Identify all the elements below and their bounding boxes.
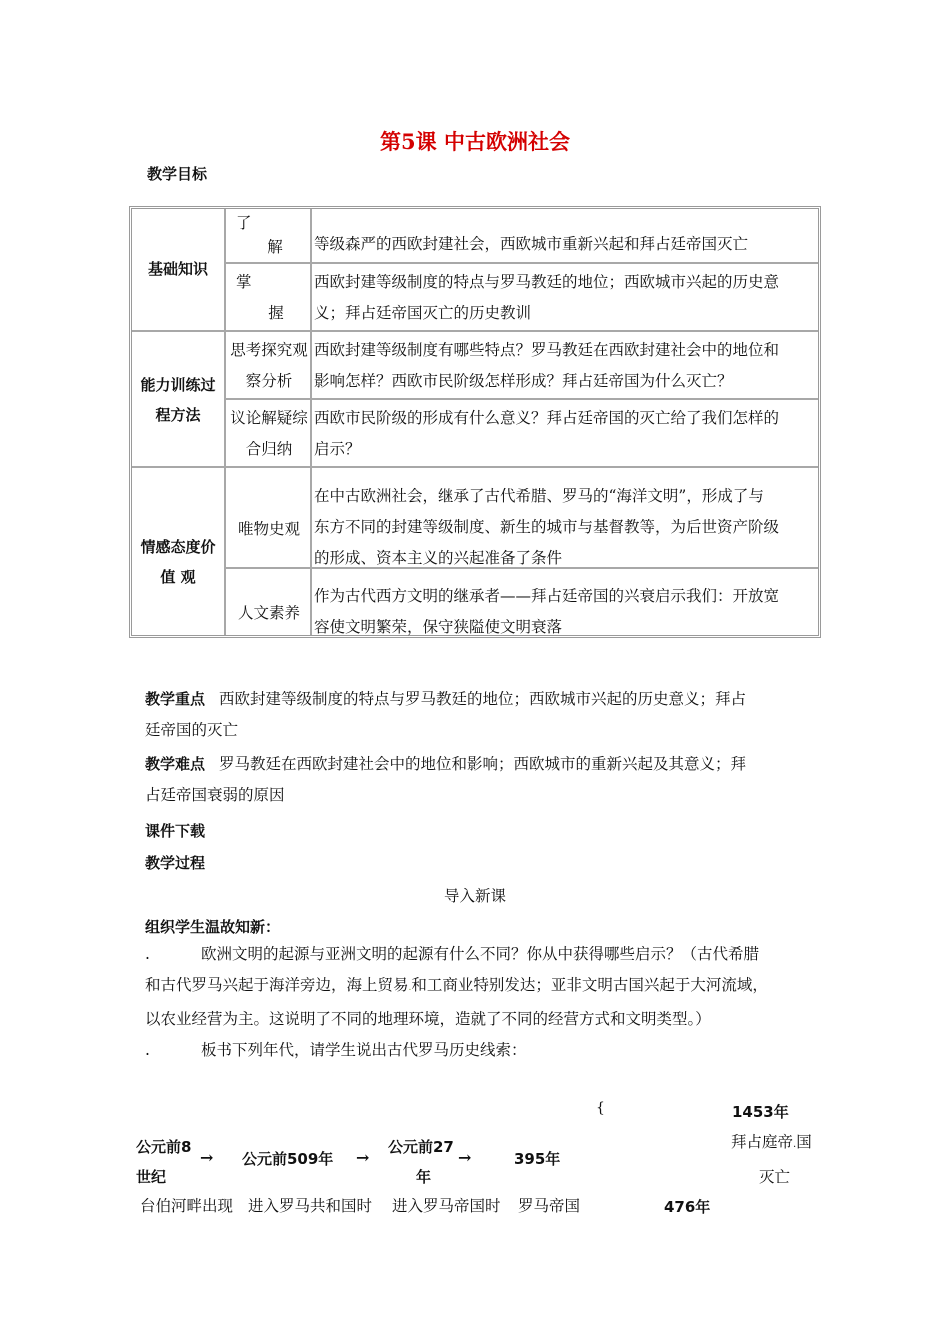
year-509-bc: 公元前509年 xyxy=(242,1150,334,1168)
arrow-icon: → xyxy=(356,1148,370,1167)
content-materialism: 在中古欧洲社会，继承了古代希腊、罗马的“海洋文明”，形成了与 东方不同的封建等级制度、新生的城市与基督教等，为后世资产阶级 的形成、资本主义的兴起准备了条件 xyxy=(314,487,780,567)
page-title: 第5课 中古欧洲社会 xyxy=(380,129,570,154)
timeline-brace: { xyxy=(596,1100,605,1116)
label-materialism: 唯物史观 xyxy=(237,520,300,538)
byzantine-fall: 拜占庭帝.国 灭亡 xyxy=(731,1133,812,1186)
difficulties-label: 教学难点 xyxy=(145,755,206,773)
label-think-observe: 思考探究观 察分析 xyxy=(230,341,308,390)
event-tiber: 台伯河畔出现 xyxy=(140,1197,234,1215)
goals-heading: 教学目标 xyxy=(147,165,208,183)
courseware-download: 课件下载 xyxy=(145,822,206,840)
content-discuss-summarize: 西欧市民阶级的形成有什么意义？拜占廷帝国的灭亡给了我们怎样的 启示？ xyxy=(314,409,780,458)
intro-heading: 导入新课 xyxy=(443,887,506,905)
event-republic: 进入罗马共和国时 xyxy=(248,1197,373,1215)
arrow-icon: → xyxy=(458,1148,472,1167)
category-values: 情感态度价 值 观 xyxy=(140,538,216,586)
content-understand: 等级森严的西欧封建社会，西欧城市重新兴起和拜占廷帝国灭亡 xyxy=(314,235,749,253)
question-2: . 板书下列年代，请学生说出古代罗马历史线索： xyxy=(145,1041,527,1059)
question-1: . 欧洲文明的起源与亚洲文明的起源有什么不同？你从中获得哪些启示？（古代希腊 和古代罗马兴起于海洋旁边，海上贸易.和工商业特别发达；亚非文明古国兴起于大河流域， 以农业经营为主。这说明了不同的地理环境，造就了不同的经营方式和文明类型。） xyxy=(145,945,768,1028)
label-discuss-summarize: 议论解疑综 合归纳 xyxy=(230,409,308,458)
content-master: 西欧封建等级制度的特点与罗马教廷的地位；西欧城市兴起的历史意 义；拜占廷帝国灭亡的历史教训 xyxy=(314,273,780,322)
objectives-table xyxy=(129,206,821,638)
category-basic-knowledge: 基础知识 xyxy=(147,260,208,278)
teaching-process: 教学过程 xyxy=(145,854,206,872)
content-think-observe: 西欧封建等级制度有哪些特点？罗马教廷在西欧封建社会中的地位和 影响怎样？西欧市民阶级怎样形成？拜占廷帝国为什么灭亡？ xyxy=(314,341,780,390)
key-points-label: 教学重点 xyxy=(145,690,206,708)
label-master: 掌 握 xyxy=(236,273,284,322)
category-ability: 能力训练过 程方法 xyxy=(140,376,216,424)
event-empire: 进入罗马帝国时 xyxy=(392,1197,501,1215)
label-understand: 了 解 xyxy=(236,214,283,256)
year-1453: 1453年 xyxy=(732,1103,789,1121)
content-humanities: 作为古代西方文明的继承者——拜占廷帝国的兴衰启示我们：开放宽 容使文明繁荣，保守狭隘使文明衰落 xyxy=(314,587,780,636)
difficulties: 教学难点 罗马教廷在西欧封建社会中的地位和影响；西欧城市的重新兴起及其意义；拜 占廷帝国衰弱的原因 xyxy=(145,755,747,804)
event-roman-empire: 罗马帝国 xyxy=(518,1197,581,1215)
year-27-bc: 公元前27 年 xyxy=(388,1138,454,1186)
year-395: 395年 xyxy=(514,1150,561,1168)
year-476: 476年 xyxy=(664,1198,711,1216)
year-8th-century-bc: 公元前8 世纪 xyxy=(136,1138,192,1186)
label-humanities: 人文素养 xyxy=(237,604,300,622)
key-points: 教学重点 西欧封建等级制度的特点与罗马教廷的地位；西欧城市兴起的历史意义；拜占 廷帝国的灭亡 xyxy=(145,690,747,739)
arrow-icon: → xyxy=(200,1148,214,1167)
review-heading: 组织学生温故知新： xyxy=(145,918,281,936)
